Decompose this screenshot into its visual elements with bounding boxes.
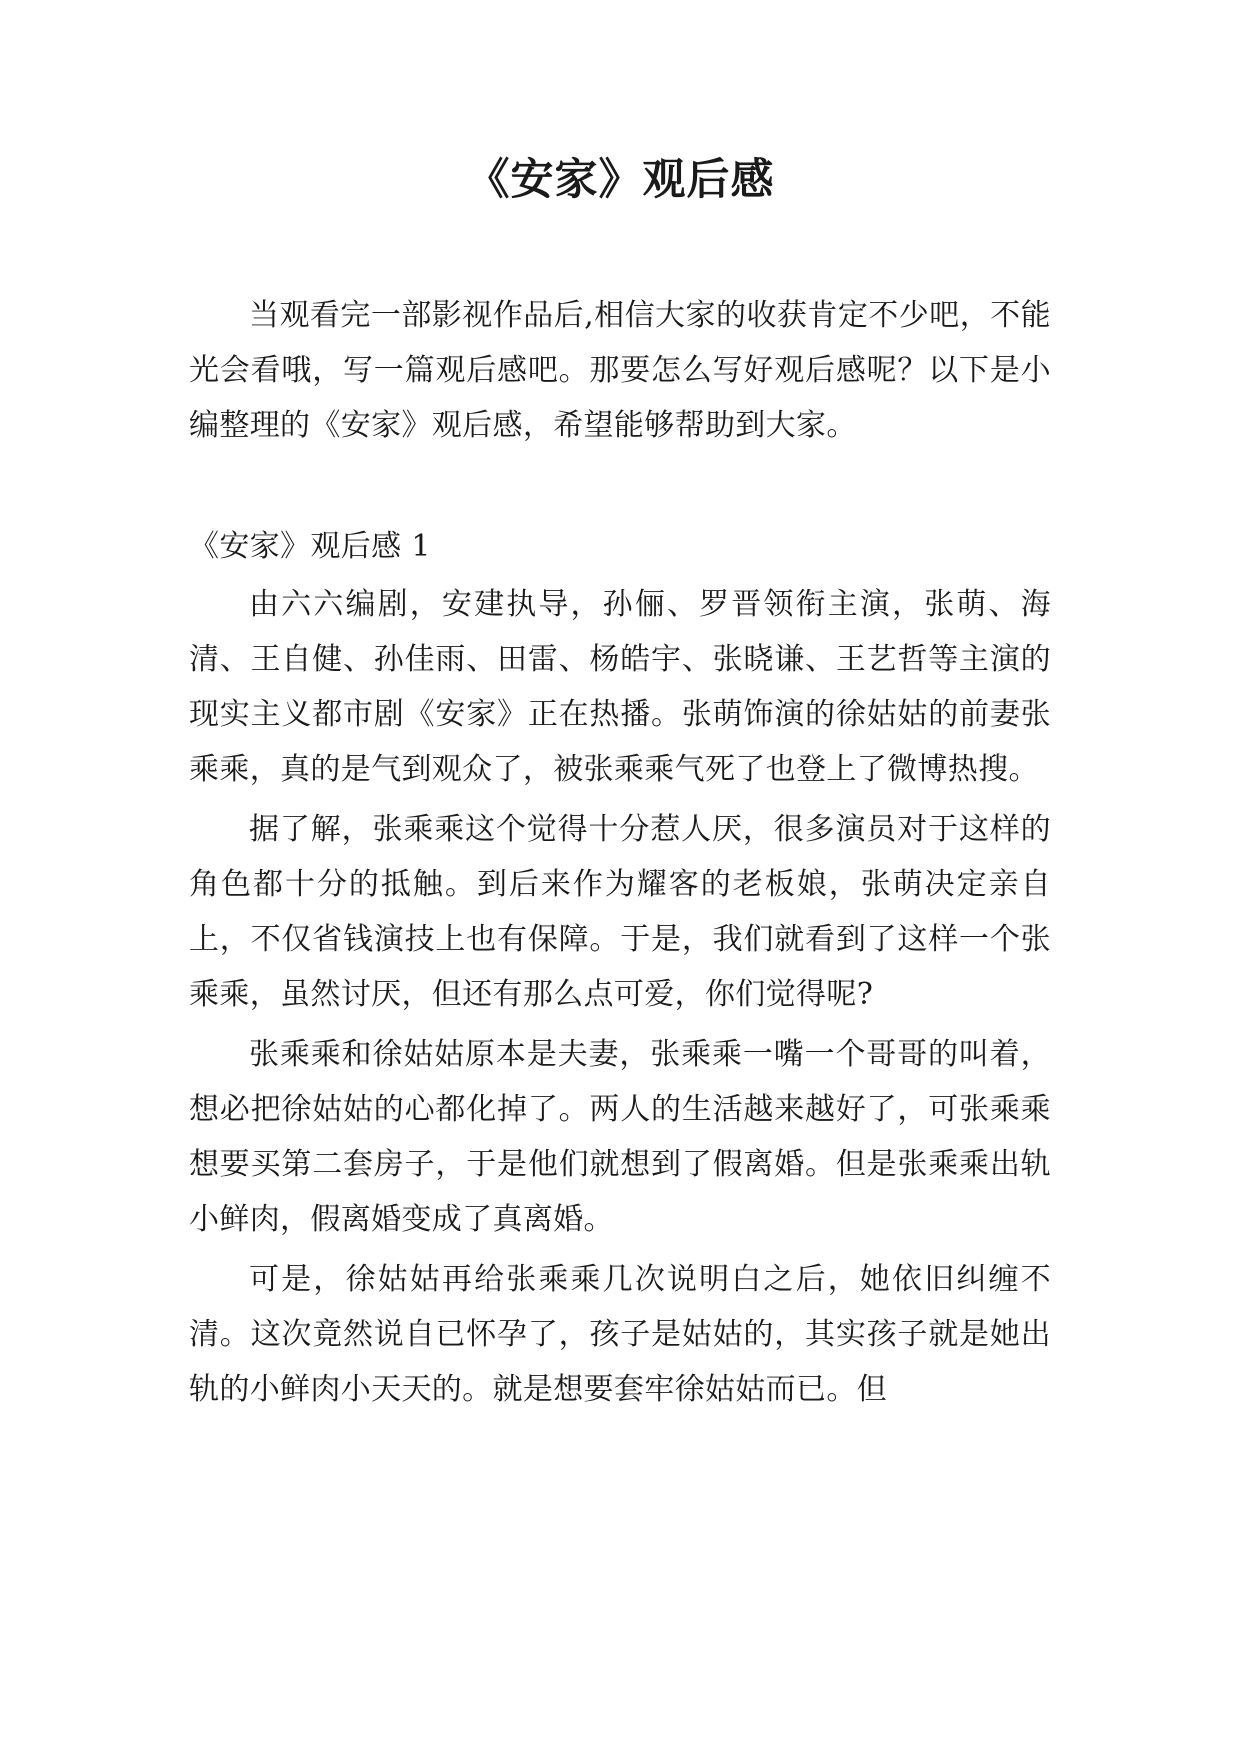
section-1 xyxy=(189,517,1051,1417)
body-paragraph: 据了解，张乘乘这个觉得十分惹人厌，很多演员对于这样的角色都十分的抵触。到后来作为耀客的老板娘，张萌决定亲自上，不仅省钱演技上也有保障。于是，我们就看到了这样一个张乘乘，虽然讨厌，但还有那么点可爱，你们觉得呢? xyxy=(189,812,1051,1012)
intro-paragraph: 当观看完一部影视作品后,相信大家的收获肯定不少吧，不能光会看哦，写一篇观后感吧。那要怎么写好观后感呢？以下是小编整理的《安家》观后感，希望能够帮助到大家。 xyxy=(189,298,1051,443)
intro-block xyxy=(189,288,1051,453)
page-title: 《安家》观后感 xyxy=(466,155,775,205)
body-paragraph: 张乘乘和徐姑姑原本是夫妻，张乘乘一嘴一个哥哥的叫着，想必把徐姑姑的心都化掉了。两人的生活越来越好了，可张乘乘想要买第二套房子，于是他们就想到了假离婚。但是张乘乘出轨小鲜肉，假离婚变成了真离婚。 xyxy=(189,1037,1051,1237)
section-heading: 《安家》观后感 1 xyxy=(189,529,431,564)
body-paragraph: 可是，徐姑姑再给张乘乘几次说明白之后，她依旧纠缠不清。这次竟然说自已怀孕了，孩子是姑姑的，其实孩子就是她出轨的小鲜肉小天天的。就是想要套牢徐姑姑而已。但 xyxy=(189,1262,1051,1407)
body-paragraph: 由六六编剧，安建执导，孙俪、罗晋领衔主演，张萌、海清、王自健、孙佳雨、田雷、杨皓宇、张晓谦、王艺哲等主演的现实主义都市剧《安家》正在热播。张萌饰演的徐姑姑的前妻张乘乘，真的是气到观众了，被张乘乘气死了也登上了微博热搜。 xyxy=(189,587,1051,787)
